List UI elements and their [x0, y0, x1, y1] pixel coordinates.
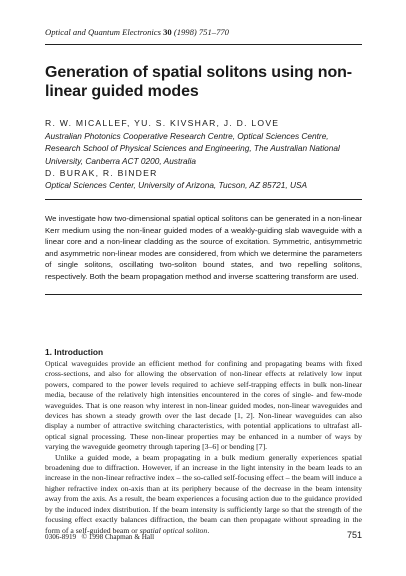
footer-copyright [45, 533, 154, 541]
abstract-bottom-rule [45, 294, 362, 295]
section-body [45, 359, 362, 536]
footer-copyright-text: © 1998 Chapman & Hall [81, 533, 155, 541]
abstract-text: We investigate how two-dimensional spatial optical solitons can be generated in a non-linear Kerr medium using the non-linear guided modes of a weakly-guiding slab waveguide with a linear core and a non-linear cladding as the source of excitation. Symmetric, antisymmetric and asymmetric non-linear modes are considered, from which we determine the parameters of single solitons, oscillating two-soliton bound states, and two repelling solitons, respectively. Both the beam propagation method and inverse scattering transform are used. [45, 214, 362, 281]
paragraph-2 [45, 453, 362, 536]
paragraph-1: Optical waveguides provide an efficient method for confining and propagating beams with fixed cross-sections, and also for allowing the observation of non-linear effects at relatively low input powers, compared to the power levels required to achieve self-trapping effects in bulk non-linear media, because of the relatively high intensities encountered in the cores of single- and few-mode waveguides. That is one reason why interest in non-linear guided modes, non-linear waveguides and devices has shown a steady growth over the last decade [1, 2]. Non-linear waveguides can also display a number of attractive switching characteristics, with potential applications to ultrafast all-optical signal processing. These non-linear properties may be enhanced in a number of ways by varying the waveguide geometry through tapering [3–6] or bending [7]. [45, 359, 362, 452]
page-number: 751 [346, 530, 362, 540]
paragraph-2-emphasis: spatial optical soliton [139, 525, 208, 535]
journal-name: Optical and Quantum Electronics [45, 27, 161, 37]
section-heading: 1. Introduction [45, 347, 104, 357]
paragraph-2-main: Unlike a guided mode, a beam propagating in a bulk medium generally experiences spatial broadening due to diffraction. However, if an increase in the light intensity in the beam leads to an increase in the non-linear refractive index – the so-called self-focusing effect – the beam will induce a higher refractive index on-axis than at its periphery because of the decrease in the beam intensity away from the axis. As a result, the beam experiences a focusing action due to the guidance provided by the induced index distribution. If the beam intensity is sufficiently large so that the strength of the focusing effect exactly balances diffraction, the beam can then propagate without spreading in the form of a self-guided beam or [45, 452, 362, 535]
abstract-block [45, 199, 362, 295]
author-names-2: D. BURAK, R. BINDER [45, 168, 158, 178]
author-names-1: R. W. MICALLEF, YU. S. KIVSHAR, J. D. LOVE [45, 118, 280, 128]
journal-citation: (1998) 751–770 [173, 27, 229, 37]
header-rule [45, 44, 362, 45]
paper-title: Generation of spatial solitons using non-linear guided modes [45, 64, 353, 100]
author-affiliation-1: Australian Photonics Cooperative Research Centre, Optical Sciences Centre, Research School of Physical Sciences and Engineering, The Australian National University, Canberra ACT 0200, Australia [45, 131, 340, 166]
paragraph-2-end: . [207, 525, 210, 535]
abstract-top-rule [45, 199, 362, 200]
journal-volume: 30 [163, 27, 172, 37]
footer-issn: 0306-8919 [45, 533, 77, 541]
journal-header [45, 27, 365, 37]
author-affiliation-2: Optical Sciences Center, University of Arizona, Tucson, AZ 85721, USA [45, 180, 308, 190]
